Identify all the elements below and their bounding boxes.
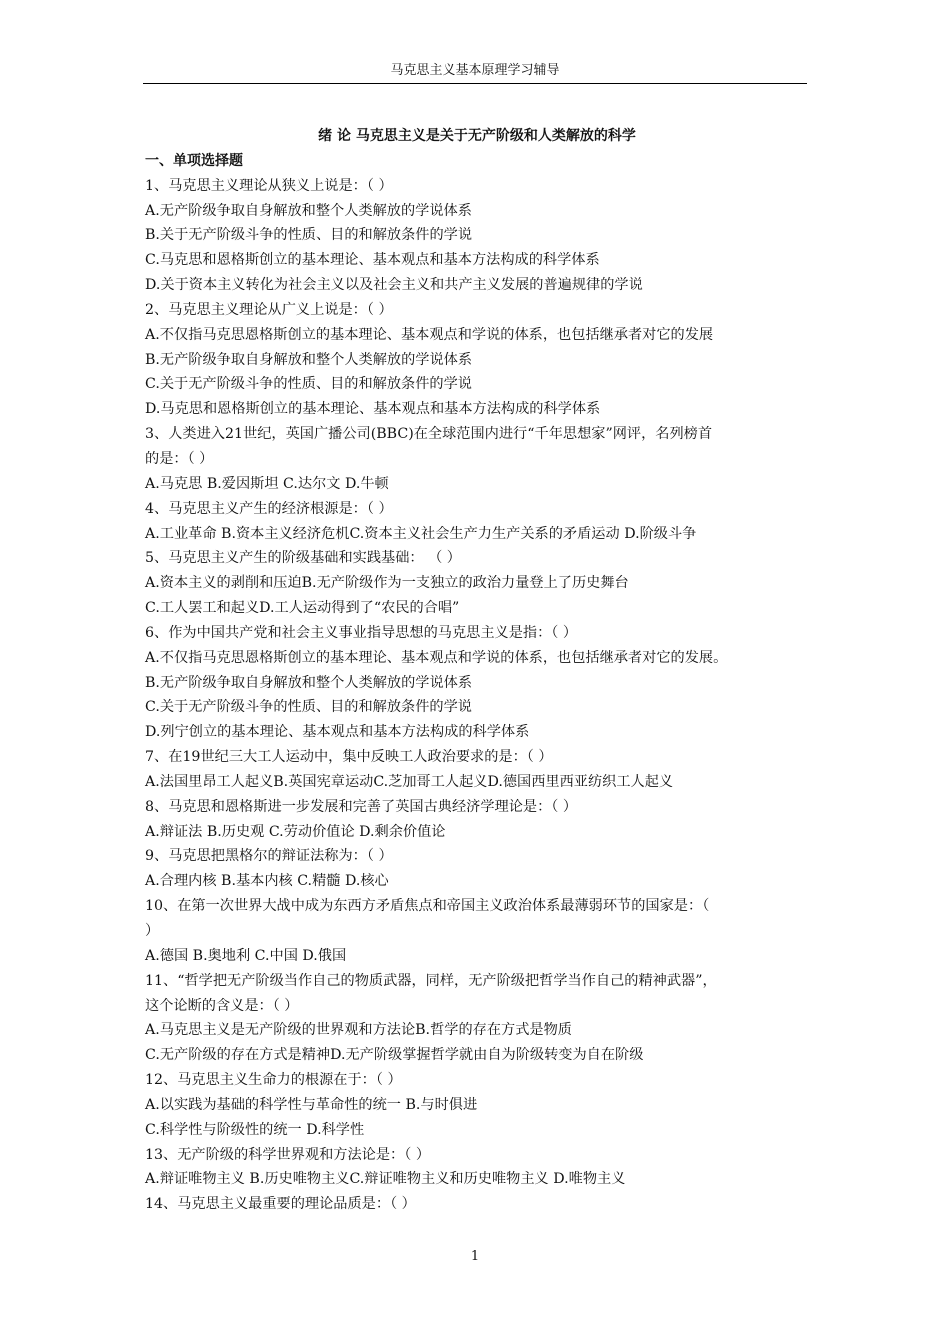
text-line: D.关于资本主义转化为社会主义以及社会主义和共产主义发展的普遍规律的学说 — [145, 277, 643, 294]
text-line: C.关于无产阶级斗争的性质、目的和解放条件的学说 — [145, 699, 472, 716]
text-line: A.工业革命 B.资本主义经济危机C.资本主义社会生产力生产关系的矛盾运动 D.阶级斗争 — [145, 525, 697, 542]
page-header: 马克思主义基本原理学习辅导 — [390, 63, 560, 78]
text-line: 7、在19世纪三大工人运动中，集中反映工人政治要求的是：（ ） — [145, 749, 553, 766]
text-line: 12、马克思主义生命力的根源在于：（ ） — [145, 1072, 402, 1089]
text-line: C.工人罢工和起义D.工人运动得到了“农民的合唱” — [145, 600, 460, 617]
text-line: B.关于无产阶级斗争的性质、目的和解放条件的学说 — [145, 227, 473, 244]
text-line: 14、马克思主义最重要的理论品质是：（ ） — [145, 1196, 416, 1213]
text-line: A.无产阶级争取自身解放和整个人类解放的学说体系 — [145, 202, 472, 219]
text-line: 1、马克思主义理论从狭义上说是：（ ） — [145, 177, 393, 194]
text-line: A.合理内核 B.基本内核 C.精髓 D.核心 — [145, 873, 389, 890]
text-line: A.德国 B.奥地利 C.中国 D.俄国 — [145, 947, 347, 964]
text-line: C.无产阶级的存在方式是精神D.无产阶级掌握哲学就由自为阶级转变为自在阶级 — [145, 1047, 644, 1064]
text-line: C.关于无产阶级斗争的性质、目的和解放条件的学说 — [145, 376, 472, 393]
text-line: 11、“哲学把无产阶级当作自己的物质武器，同样，无产阶级把哲学当作自己的精神武器”， — [145, 972, 717, 989]
text-line: 2、马克思主义理论从广义上说是：（ ） — [145, 301, 393, 318]
text-line: B.无产阶级争取自身解放和整个人类解放的学说体系 — [145, 351, 473, 368]
chapter-title: 绪 论 马克思主义是关于无产阶级和人类解放的科学 — [318, 128, 636, 144]
text-line: ） — [145, 923, 160, 939]
page-number: 1 — [470, 1249, 480, 1264]
text-line: 3、人类进入21世纪，英国广播公司(BBC)在全球范围内进行“千年思想家”网评，名列榜首 — [145, 426, 713, 443]
section-heading: 一、单项选择题 — [145, 152, 243, 169]
text-line: A.不仅指马克思恩格斯创立的基本理论、基本观点和学说的体系，也包括继承者对它的发展。 — [145, 649, 728, 666]
document-body — [145, 124, 825, 1217]
text-line: A.资本主义的剥削和压迫B.无产阶级作为一支独立的政治力量登上了历史舞台 — [145, 575, 629, 592]
text-line: 10、在第一次世界大战中成为东西方矛盾焦点和帝国主义政治体系最薄弱环节的国家是：（ — [145, 898, 710, 915]
text-line: A.辩证法 B.历史观 C.劳动价值论 D.剩余价值论 — [145, 823, 446, 840]
text-line: 4、马克思主义产生的经济根源是：（ ） — [145, 500, 393, 517]
question-list — [145, 174, 825, 1217]
text-line: 6、作为中国共产党和社会主义事业指导思想的马克思主义是指：（ ） — [145, 624, 578, 641]
text-line: C.科学性与阶级性的统一 D.科学性 — [145, 1121, 365, 1138]
text-line: C.马克思和恩格斯创立的基本理论、基本观点和基本方法构成的科学体系 — [145, 252, 600, 269]
text-line: D.列宁创立的基本理论、基本观点和基本方法构成的科学体系 — [145, 724, 530, 741]
text-line: 8、马克思和恩格斯进一步发展和完善了英国古典经济学理论是：（ ） — [145, 798, 578, 815]
text-line: 的是：（ ） — [145, 450, 214, 467]
text-line: 13、无产阶级的科学世界观和方法论是：（ ） — [145, 1146, 431, 1163]
text-line: 这个论断的含义是：（ ） — [145, 997, 299, 1014]
text-line: A.以实践为基础的科学性与革命性的统一 B.与时俱进 — [145, 1096, 478, 1113]
text-line: A.不仅指马克思恩格斯创立的基本理论、基本观点和学说的体系，也包括继承者对它的发展 — [145, 326, 714, 343]
text-line: A.法国里昂工人起义B.英国宪章运动C.芝加哥工人起义D.德国西里西亚纺织工人起义 — [145, 773, 674, 790]
text-line: 5、马克思主义产生的阶级基础和实践基础： （ ） — [145, 550, 461, 567]
text-line: D.马克思和恩格斯创立的基本理论、基本观点和基本方法构成的科学体系 — [145, 401, 601, 418]
header-rule — [143, 83, 807, 84]
text-line: 9、马克思把黑格尔的辩证法称为：（ ） — [145, 848, 393, 865]
text-line: A.马克思主义是无产阶级的世界观和方法论B.哲学的存在方式是物质 — [145, 1022, 572, 1039]
text-line: B.无产阶级争取自身解放和整个人类解放的学说体系 — [145, 674, 473, 691]
text-line: A.辩证唯物主义 B.历史唯物主义C.辩证唯物主义和历史唯物主义 D.唯物主义 — [145, 1171, 626, 1188]
text-line: A.马克思 B.爱因斯坦 C.达尔文 D.牛顿 — [145, 475, 389, 492]
